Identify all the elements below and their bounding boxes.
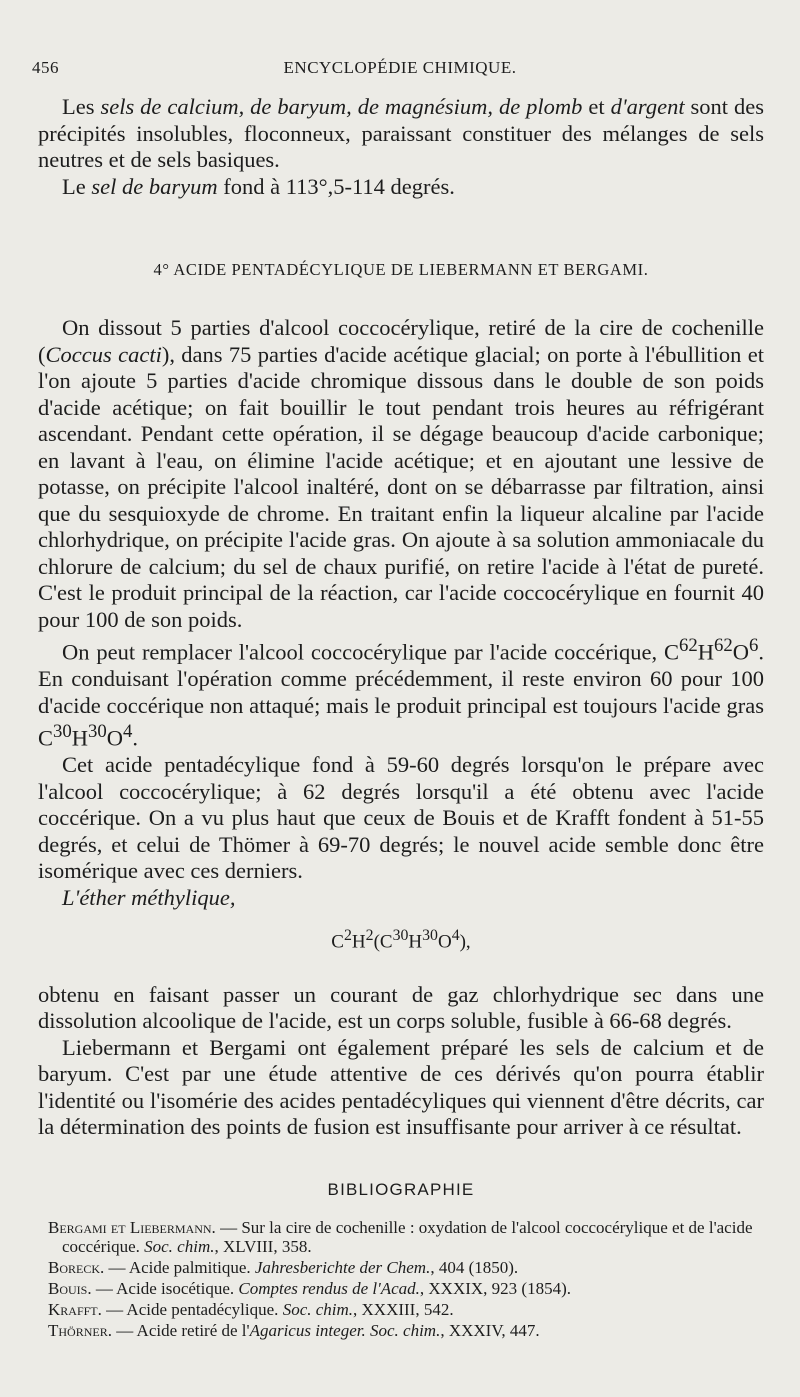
ether-formula: $C^2H^2(C^{30}H^{30}O^4)$, xyxy=(331,927,471,953)
bibliography-ref: Krafft. — Acide pentadécylique. Soc. chim., XXXIII, 542. xyxy=(48,1300,454,1319)
section-title: 4° ACIDE PENTADÉCYLIQUE DE LIEBERMANN ET BERGAMI. xyxy=(153,260,649,279)
body-text xyxy=(38,315,764,1141)
page-number: 456 xyxy=(32,58,59,77)
page-header xyxy=(32,58,768,78)
body-paragraph-6: Liebermann et Bergami ont également préparé les sels de calcium et de baryum. C'est par une étude attentive de ces dérivés qu'on pourra établir l'identité ou l'isomérie des acides pentadécyliques qui viennent d'être décrits, car la détermination des points de fusion est insuffisante pour arriver à ce résultat. xyxy=(38,1034,764,1140)
bibliography-ref: Bergami et Liebermann. — Sur la cire de cochenille : oxydation de l'alcool coccocérylique et de l'acide coccérique. Soc. chim., XLVIII, 358. xyxy=(48,1218,753,1256)
bibliography-title: BIBLIOGRAPHIE xyxy=(327,1180,475,1199)
bibliography-list xyxy=(48,1218,778,1342)
bibliography-ref: Thörner. — Acide retiré de l'Agaricus integer. Soc. chim., XXXIV, 447. xyxy=(48,1321,540,1340)
running-title: ENCYCLOPÉDIE CHIMIQUE. xyxy=(283,58,517,77)
intro-paragraph-1: Les sels de calcium, de baryum, de magnésium, de plomb et d'argent sont des précipités insolubles, floconneux, paraissant constituer des mélanges de sels neutres et de sels basiques. xyxy=(38,94,764,172)
bibliography-ref: Bouis. — Acide isocétique. Comptes rendus de l'Acad., XXXIX, 923 (1854). xyxy=(48,1279,571,1298)
bibliography-ref: Boreck. — Acide palmitique. Jahresberichte der Chem., 404 (1850). xyxy=(48,1258,519,1277)
ether-heading: L'éther méthylique, xyxy=(62,884,236,910)
body-paragraph-1: On dissout 5 parties d'alcool coccocérylique, retiré de la cire de cochenille (Coccus cacti), dans 75 parties d'acide acétique glacial; on porte à l'ébullition et l'on ajoute 5 parties d'acide chromique dissous dans le double de son poids d'acide acétique; on fait bouillir le tout pendant trois heures au réfrigérant ascendant. Pendant cette opération, il se dégage beaucoup d'acide carbonique; en lavant à l'eau, on élimine l'acide acétique; et en ajoutant une lessive de potasse, on précipite l'alcool inaltéré, dont on se débarrasse par filtration, ainsi que du sesquioxyde de chrome. En traitant enfin la liqueur alcaline par l'acide chlorhydrique, on précipite l'acide gras. On ajoute à sa solution ammoniacale du chlorure de calcium; du sel de chaux purifié, on retire l'acide à l'état de pureté. C'est le produit principal de la réaction, car l'acide coccocérylique en fournit 40 pour 100 de son poids. xyxy=(38,315,765,632)
intro-paragraph-2: Le sel de baryum fond à 113°,5-114 degrés. xyxy=(62,173,455,199)
body-paragraph-2: On peut remplacer l'alcool coccocérylique par l'acide coccérique, $C^{62}H^{62}O^6$. En conduisant l'opération comme précédemment, il reste environ 60 pour 100 d'acide coccérique non attaqué; mais le produit principal est toujours l'acide gras $C^{30}H^{30}O^4$. xyxy=(38,635,764,751)
intro-paragraphs xyxy=(38,94,764,200)
body-paragraph-5: obtenu en faisant passer un courant de gaz chlorhydrique sec dans une dissolution alcoolique de l'acide, est un corps soluble, fusible à 66-68 degrés. xyxy=(38,981,764,1034)
body-paragraph-3: Cet acide pentadécylique fond à 59-60 degrés lorsqu'on le prépare avec l'alcool coccocérylique; à 62 degrés lorsqu'il a été obtenu avec l'acide coccérique. On a vu plus haut que ceux de Bouis et de Krafft fondent à 51-55 degrés, et celui de Thömer à 69-70 degrés; le nouvel acide semble donc être isomérique avec ces derniers. xyxy=(38,752,764,883)
